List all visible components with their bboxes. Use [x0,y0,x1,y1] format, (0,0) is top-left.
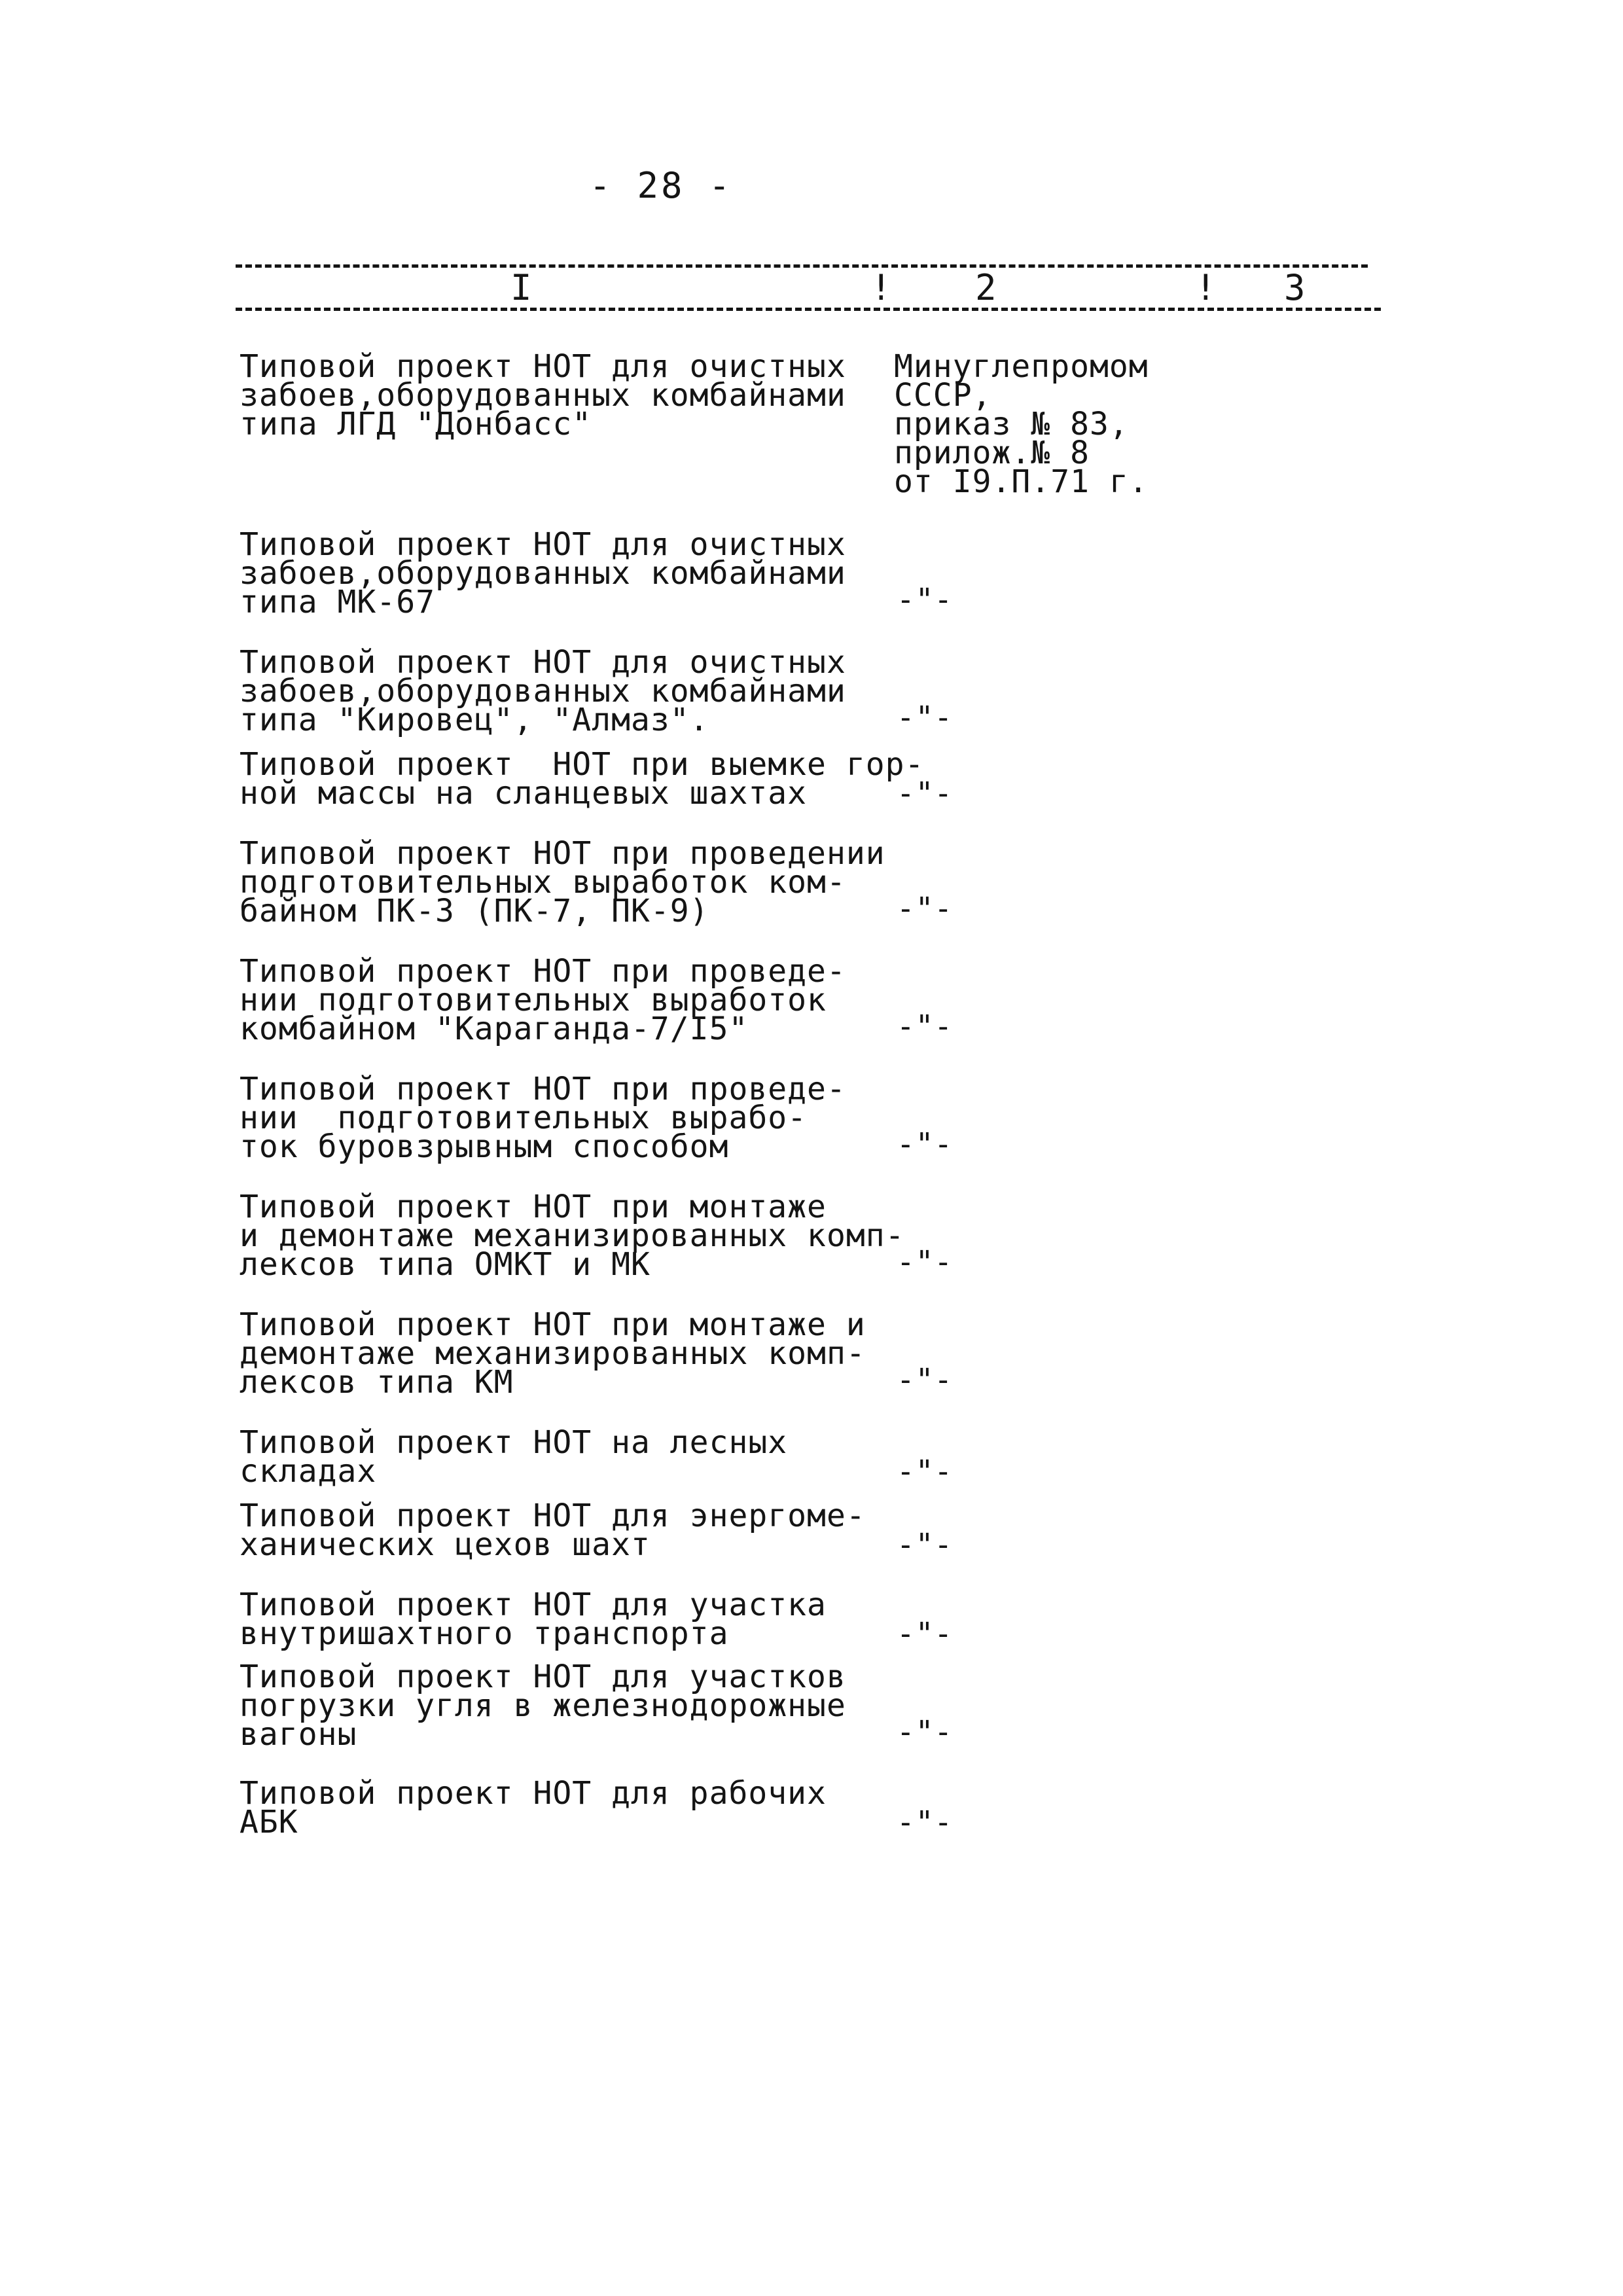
column-header-2: 2 [975,267,997,308]
ditto-mark: -"- [897,1244,954,1280]
ditto-mark: -"- [897,1009,954,1044]
list-item: Типовой проект НОТ при проведе- нии подготовительных выработок комбайном "Караганда-7/I5" [240,953,846,1047]
ditto-mark: -"- [897,1126,954,1162]
ditto-mark: -"- [897,1616,954,1651]
list-item: Типовой проект НОТ для участка внутришахтного транспорта [240,1587,827,1652]
ditto-mark: -"- [897,700,954,735]
column-separator-1: ! [870,267,892,308]
list-item: Типовой проект НОТ для энергоме- ханических цехов шахт [240,1498,866,1563]
column-header-3: 3 [1284,267,1306,308]
column-header-1: I [510,267,532,308]
ditto-mark: -"- [897,1804,954,1840]
ditto-mark: -"- [897,1714,954,1749]
list-item: Типовой проект НОТ при монтаже и демонтаже механизированных комп- лексов типа КМ [240,1306,866,1401]
ditto-mark: -"- [897,1527,954,1562]
list-item: Типовой проект НОТ при проведении подготовительных выработок ком- байном ПК-3 (ПК-7, ПК-9) [240,835,885,929]
list-item: Типовой проект НОТ при выемке гор- ной массы на сланцевых шахтах [240,746,925,812]
list-item: Типовой проект НОТ при проведе- нии подготовительных вырабо- ток буровзрывным способом [240,1071,846,1165]
ditto-mark: -"- [897,891,954,926]
list-item: Типовой проект НОТ для участков погрузки угля в железнодорожные вагоны [240,1659,846,1753]
list-item: Типовой проект НОТ для очистных забоев,оборудованных комбайнами типа ЛГД "Донбасс" [240,348,846,442]
ditto-mark: -"- [897,1454,954,1489]
issuing-authority: Минуглепромом СССР, приказ № 83, прилож.№ 8 от I9.П.71 г. [894,348,1149,500]
ditto-mark: -"- [897,582,954,617]
list-item: Типовой проект НОТ для очистных забоев,оборудованных комбайнами типа МК-67 [240,526,846,620]
ditto-mark: -"- [897,776,954,811]
list-item: Типовой проект НОТ для очистных забоев,оборудованных комбайнами типа "Кировец", "Алмаз". [240,644,846,738]
ditto-mark: -"- [897,1362,954,1397]
list-item: Типовой проект НОТ на лесных складах [240,1424,788,1490]
column-separator-2: ! [1195,267,1217,308]
page-number: - 28 - [589,165,733,206]
list-item: Типовой проект НОТ для рабочих АБК [240,1775,827,1840]
list-item: Типовой проект НОТ при монтаже и демонтаже механизированных комп- лексов типа ОМКТ и МК [240,1189,905,1283]
